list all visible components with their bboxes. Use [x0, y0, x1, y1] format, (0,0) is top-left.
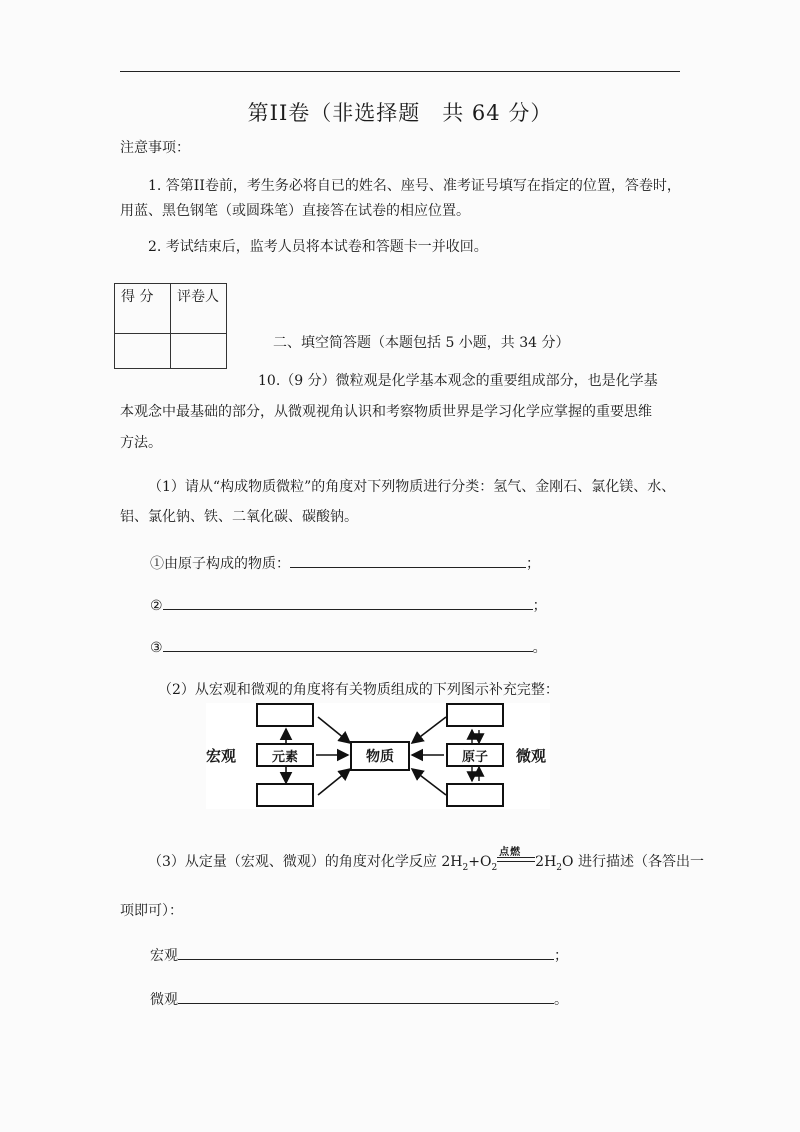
q10-part3-line-2: 项即可）：: [120, 903, 183, 919]
arrow-bottomleft-to-substance: [318, 769, 350, 795]
q10-intro-line-1: 10.（9 分）微粒观是化学基本观念的重要组成部分，也是化学基: [258, 373, 658, 389]
notice-heading: 注意事项：: [120, 140, 190, 156]
blank-3-label: ③: [150, 640, 163, 656]
notice-item-1-line-2: 用蓝、黑色钢笔（或圆珠笔）直接答在试卷的相应位置。: [120, 203, 470, 219]
macro-top-blank-box[interactable]: [256, 703, 314, 727]
micro-answer-label: 微观: [150, 992, 178, 1008]
q10-intro-line-3: 方法。: [120, 435, 162, 451]
macro-answer-label: 宏观: [150, 948, 178, 964]
micro-answer-line[interactable]: [178, 987, 554, 1004]
element-box: 元素: [256, 743, 314, 767]
blank-1-end: ；: [526, 556, 540, 572]
macro-answer-end: ；: [554, 948, 568, 964]
micro-top-blank-box[interactable]: [446, 703, 504, 727]
micro-bottom-blank-box[interactable]: [446, 783, 504, 807]
blank-3-row: [150, 635, 547, 659]
score-table: [114, 283, 227, 369]
reaction-condition: 点燃: [499, 847, 522, 858]
arrow-topleft-to-substance: [318, 717, 350, 743]
score-cell[interactable]: [115, 334, 171, 369]
notice-item-2: 2. 考试结束后，监考人员将本试卷和答题卡一并收回。: [148, 239, 488, 255]
blank-1-label: ①由原子构成的物质：: [150, 556, 290, 572]
atom-box: 原子: [446, 743, 504, 767]
blank-1-row: [150, 551, 540, 575]
eq-sub-1: 2: [462, 862, 469, 873]
eq-sub-3: 2: [556, 862, 563, 873]
q10-part1-line-1: （1）请从“构成物质微粒”的角度对下列物质进行分类：氢气、金刚石、氯化镁、水、: [148, 479, 676, 495]
macro-bottom-blank-box[interactable]: [256, 783, 314, 807]
blank-2-end: ；: [532, 598, 547, 614]
blank-2-line[interactable]: [163, 593, 533, 610]
arrow-bottomright-to-substance: [412, 769, 446, 795]
grader-cell[interactable]: [171, 334, 227, 369]
macro-answer-row: [150, 943, 568, 967]
blank-1-line[interactable]: [290, 551, 526, 568]
notice-item-1-line-1: 1. 答第II卷前，考生务必将自已的姓名、座号、准考证号填写在指定的位置，答卷时，: [148, 178, 681, 194]
part3-suffix: 进行描述（各答出一: [573, 854, 704, 870]
micro-label: 微观: [516, 747, 547, 765]
macro-label: 宏观: [206, 747, 237, 765]
blank-2-label: ②: [150, 598, 163, 614]
q10-part2: （2）从宏观和微观的角度将有关物质组成的下列图示补充完整：: [158, 682, 559, 698]
blank-2-row: [150, 593, 547, 617]
q10-part3-line-1: [148, 848, 704, 879]
score-label: 得 分: [115, 284, 171, 334]
eq-plus: +O: [468, 854, 492, 870]
equal-sign: [497, 857, 535, 862]
top-rule: [120, 71, 680, 72]
micro-answer-row: [150, 987, 568, 1011]
eq-product: 2H: [535, 854, 557, 870]
reaction-arrow: [497, 848, 535, 868]
macro-answer-line[interactable]: [178, 943, 554, 960]
page-title: 第II卷（非选择题 共 64 分）: [247, 101, 553, 125]
section-title: 二、填空简答题（本题包括 5 小题，共 34 分）: [273, 335, 570, 351]
part3-prefix: （3）从定量（宏观、微观）的角度对化学反应 2H: [148, 854, 463, 870]
substance-box: 物质: [350, 741, 410, 771]
arrow-topright-to-substance: [412, 717, 446, 743]
q10-part1-line-2: 铝、氯化钠、铁、二氧化碳、碳酸钠。: [120, 509, 358, 525]
blank-3-line[interactable]: [163, 635, 533, 652]
eq-product-end: O: [562, 854, 574, 870]
eq-sub-2: 2: [491, 862, 498, 873]
composition-diagram: [206, 703, 550, 809]
blank-3-end: 。: [532, 640, 547, 656]
micro-answer-end: 。: [554, 992, 568, 1008]
grader-label: 评卷人: [171, 284, 227, 334]
q10-intro-line-2: 本观念中最基础的部分，从微观视角认识和考察物质世界是学习化学应掌握的重要思维: [120, 404, 652, 420]
